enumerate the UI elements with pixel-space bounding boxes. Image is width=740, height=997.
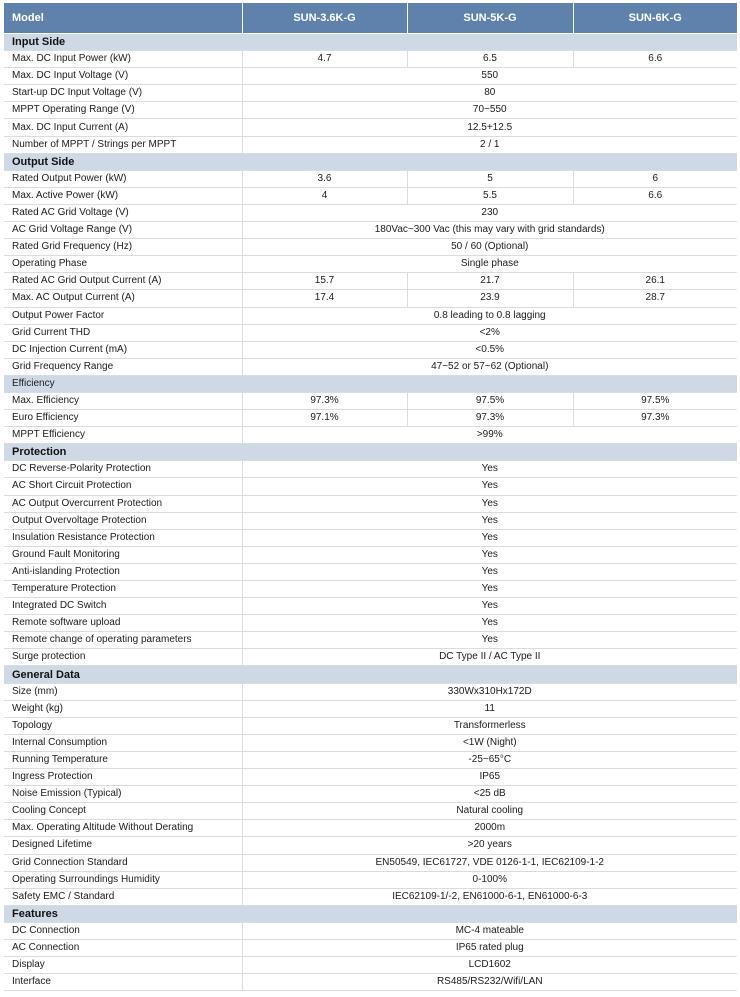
spec-row (4, 222, 737, 239)
spec-row (4, 392, 737, 409)
spec-label: DC Injection Current (mA) (4, 341, 242, 358)
spec-label: Integrated DC Switch (4, 598, 242, 615)
spec-row (4, 478, 737, 495)
spec-label: Surge protection (4, 649, 242, 666)
spec-label: Topology (4, 717, 242, 734)
spec-row (4, 358, 737, 375)
spec-value: 26.1 (573, 273, 737, 290)
spec-row (4, 957, 737, 974)
spec-row (4, 922, 737, 939)
spec-value-merged: Yes (242, 546, 737, 563)
spec-body (4, 34, 737, 991)
spec-row (4, 495, 737, 512)
spec-value-merged: MC-4 mateable (242, 922, 737, 939)
spec-value-merged: IP65 (242, 769, 737, 786)
spec-label: Interface (4, 974, 242, 991)
spec-label: MPPT Operating Range (V) (4, 102, 242, 119)
spec-label: Rated Output Power (kW) (4, 170, 242, 187)
spec-value-merged: Yes (242, 581, 737, 598)
header-row (4, 3, 737, 34)
spec-row (4, 170, 737, 187)
spec-label: Insulation Resistance Protection (4, 529, 242, 546)
spec-value: 97.1% (242, 410, 407, 427)
spec-label: Operating Surroundings Humidity (4, 871, 242, 888)
section-title: Protection (4, 444, 737, 461)
spec-row (4, 786, 737, 803)
spec-row (4, 939, 737, 956)
spec-value-merged: 12.5+12.5 (242, 119, 737, 136)
spec-value: 5.5 (407, 187, 573, 204)
spec-label: Euro Efficiency (4, 410, 242, 427)
spec-value-merged: 2 / 1 (242, 136, 737, 153)
spec-row (4, 136, 737, 153)
spec-value: 6 (573, 170, 737, 187)
spec-row (4, 341, 737, 358)
spec-row (4, 769, 737, 786)
spec-value-merged: 230 (242, 204, 737, 221)
spec-label: Grid Frequency Range (4, 358, 242, 375)
model-header-sun-6k-g: SUN-6K-G (573, 3, 737, 34)
spec-label: Safety EMC / Standard (4, 888, 242, 905)
spec-value-merged: Yes (242, 598, 737, 615)
spec-row (4, 546, 737, 563)
spec-label: Size (mm) (4, 683, 242, 700)
model-header-sun-3-6k-g: SUN-3.6K-G (242, 3, 407, 34)
spec-row (4, 512, 737, 529)
spec-row (4, 837, 737, 854)
spec-value-merged: IP65 rated plug (242, 939, 737, 956)
spec-value: 6.6 (573, 51, 737, 68)
spec-label: Temperature Protection (4, 581, 242, 598)
spec-value-merged: 11 (242, 700, 737, 717)
spec-label: Weight (kg) (4, 700, 242, 717)
spec-row (4, 529, 737, 546)
section-header (4, 666, 737, 683)
spec-value-merged: 50 / 60 (Optional) (242, 239, 737, 256)
spec-row (4, 734, 737, 751)
spec-value-merged: >20 years (242, 837, 737, 854)
section-header (4, 905, 737, 922)
spec-row (4, 273, 737, 290)
spec-label: Designed Lifetime (4, 837, 242, 854)
section-header (4, 375, 737, 392)
spec-value-merged: Yes (242, 529, 737, 546)
spec-value-merged: 2000m (242, 820, 737, 837)
spec-table (4, 3, 737, 991)
spec-value-merged: Natural cooling (242, 803, 737, 820)
spec-value-merged: Yes (242, 615, 737, 632)
spec-label: Internal Consumption (4, 734, 242, 751)
spec-row (4, 290, 737, 307)
spec-row (4, 649, 737, 666)
spec-label: Max. Efficiency (4, 392, 242, 409)
spec-value: 28.7 (573, 290, 737, 307)
spec-value-merged: Transformerless (242, 717, 737, 734)
spec-label: Max. Active Power (kW) (4, 187, 242, 204)
spec-row (4, 324, 737, 341)
spec-label: Ground Fault Monitoring (4, 546, 242, 563)
spec-row (4, 615, 737, 632)
spec-value: 3.6 (242, 170, 407, 187)
spec-value-merged: 180Vac~300 Vac (this may vary with grid standards) (242, 222, 737, 239)
section-header (4, 444, 737, 461)
spec-value-merged: Yes (242, 563, 737, 580)
spec-label: Rated AC Grid Output Current (A) (4, 273, 242, 290)
spec-label: Grid Current THD (4, 324, 242, 341)
spec-label: Max. DC Input Current (A) (4, 119, 242, 136)
spec-value: 4 (242, 187, 407, 204)
spec-row (4, 751, 737, 768)
spec-value-merged: Yes (242, 461, 737, 478)
spec-value-merged: <25 dB (242, 786, 737, 803)
spec-value: 5 (407, 170, 573, 187)
spec-label: Max. DC Input Voltage (V) (4, 68, 242, 85)
spec-row (4, 803, 737, 820)
spec-value: 4.7 (242, 51, 407, 68)
spec-row (4, 888, 737, 905)
spec-row (4, 854, 737, 871)
spec-label: Operating Phase (4, 256, 242, 273)
spec-value-merged: 0.8 leading to 0.8 lagging (242, 307, 737, 324)
section-title: Output Side (4, 153, 737, 170)
spec-label: AC Short Circuit Protection (4, 478, 242, 495)
spec-row (4, 204, 737, 221)
spec-value-merged: 70~550 (242, 102, 737, 119)
spec-row (4, 410, 737, 427)
spec-value-merged: DC Type II / AC Type II (242, 649, 737, 666)
spec-row (4, 51, 737, 68)
section-title: Features (4, 905, 737, 922)
spec-value-merged: IEC62109-1/-2, EN61000-6-1, EN61000-6-3 (242, 888, 737, 905)
spec-row (4, 256, 737, 273)
spec-value-merged: Yes (242, 512, 737, 529)
spec-value: 97.3% (242, 392, 407, 409)
spec-label: Running Temperature (4, 751, 242, 768)
spec-label: AC Grid Voltage Range (V) (4, 222, 242, 239)
spec-value-merged: >99% (242, 427, 737, 444)
spec-value-merged: 550 (242, 68, 737, 85)
spec-label: DC Connection (4, 922, 242, 939)
spec-value: 23.9 (407, 290, 573, 307)
spec-label: AC Connection (4, 939, 242, 956)
spec-label: Cooling Concept (4, 803, 242, 820)
spec-row (4, 598, 737, 615)
spec-value-merged: Yes (242, 478, 737, 495)
model-header-sun-5k-g: SUN-5K-G (407, 3, 573, 34)
spec-row (4, 871, 737, 888)
spec-value-merged: Yes (242, 632, 737, 649)
spec-value-merged: 330Wx310Hx172D (242, 683, 737, 700)
section-header (4, 153, 737, 170)
spec-value-merged: RS485/RS232/Wifi/LAN (242, 974, 737, 991)
spec-row (4, 239, 737, 256)
section-title: Input Side (4, 34, 737, 51)
spec-label: Max. DC Input Power (kW) (4, 51, 242, 68)
spec-row (4, 700, 737, 717)
spec-row (4, 820, 737, 837)
spec-row (4, 632, 737, 649)
spec-label: Rated AC Grid Voltage (V) (4, 204, 242, 221)
spec-value: 21.7 (407, 273, 573, 290)
spec-row (4, 974, 737, 991)
section-title: General Data (4, 666, 737, 683)
spec-row (4, 85, 737, 102)
spec-value-merged: Single phase (242, 256, 737, 273)
section-header (4, 34, 737, 51)
spec-value-merged: 80 (242, 85, 737, 102)
spec-label: Ingress Protection (4, 769, 242, 786)
spec-row (4, 563, 737, 580)
spec-value-merged: 0-100% (242, 871, 737, 888)
spec-label: Noise Emission (Typical) (4, 786, 242, 803)
spec-value: 97.5% (573, 392, 737, 409)
spec-value-merged: Yes (242, 495, 737, 512)
spec-value-merged: EN50549, IEC61727, VDE 0126-1-1, IEC62109-1-2 (242, 854, 737, 871)
spec-label: Max. Operating Altitude Without Derating (4, 820, 242, 837)
spec-row (4, 717, 737, 734)
spec-value: 15.7 (242, 273, 407, 290)
spec-value-merged: <2% (242, 324, 737, 341)
spec-value-merged: 47~52 or 57~62 (Optional) (242, 358, 737, 375)
spec-label: Display (4, 957, 242, 974)
spec-label: Rated Grid Frequency (Hz) (4, 239, 242, 256)
spec-row (4, 119, 737, 136)
spec-label: Max. AC Output Current (A) (4, 290, 242, 307)
spec-row (4, 581, 737, 598)
spec-label: MPPT Efficiency (4, 427, 242, 444)
spec-row (4, 427, 737, 444)
spec-value-merged: <0.5% (242, 341, 737, 358)
spec-row (4, 461, 737, 478)
spec-value-merged: <1W (Night) (242, 734, 737, 751)
spec-value-merged: -25~65°C (242, 751, 737, 768)
spec-row (4, 683, 737, 700)
spec-label: Remote software upload (4, 615, 242, 632)
spec-label: DC Reverse-Polarity Protection (4, 461, 242, 478)
spec-label: Number of MPPT / Strings per MPPT (4, 136, 242, 153)
spec-label: Start-up DC Input Voltage (V) (4, 85, 242, 102)
spec-value: 97.3% (407, 410, 573, 427)
spec-label: Output Overvoltage Protection (4, 512, 242, 529)
spec-row (4, 102, 737, 119)
spec-label: Remote change of operating parameters (4, 632, 242, 649)
spec-label: Output Power Factor (4, 307, 242, 324)
spec-label: AC Output Overcurrent Protection (4, 495, 242, 512)
spec-label: Anti-islanding Protection (4, 563, 242, 580)
spec-label: Grid Connection Standard (4, 854, 242, 871)
model-header-label: Model (4, 3, 242, 34)
spec-value-merged: LCD1602 (242, 957, 737, 974)
spec-value: 97.3% (573, 410, 737, 427)
section-title: Efficiency (4, 375, 737, 392)
spec-row (4, 187, 737, 204)
spec-value: 6.5 (407, 51, 573, 68)
spec-row (4, 307, 737, 324)
spec-row (4, 68, 737, 85)
spec-value: 97.5% (407, 392, 573, 409)
spec-value: 17.4 (242, 290, 407, 307)
spec-value: 6.6 (573, 187, 737, 204)
